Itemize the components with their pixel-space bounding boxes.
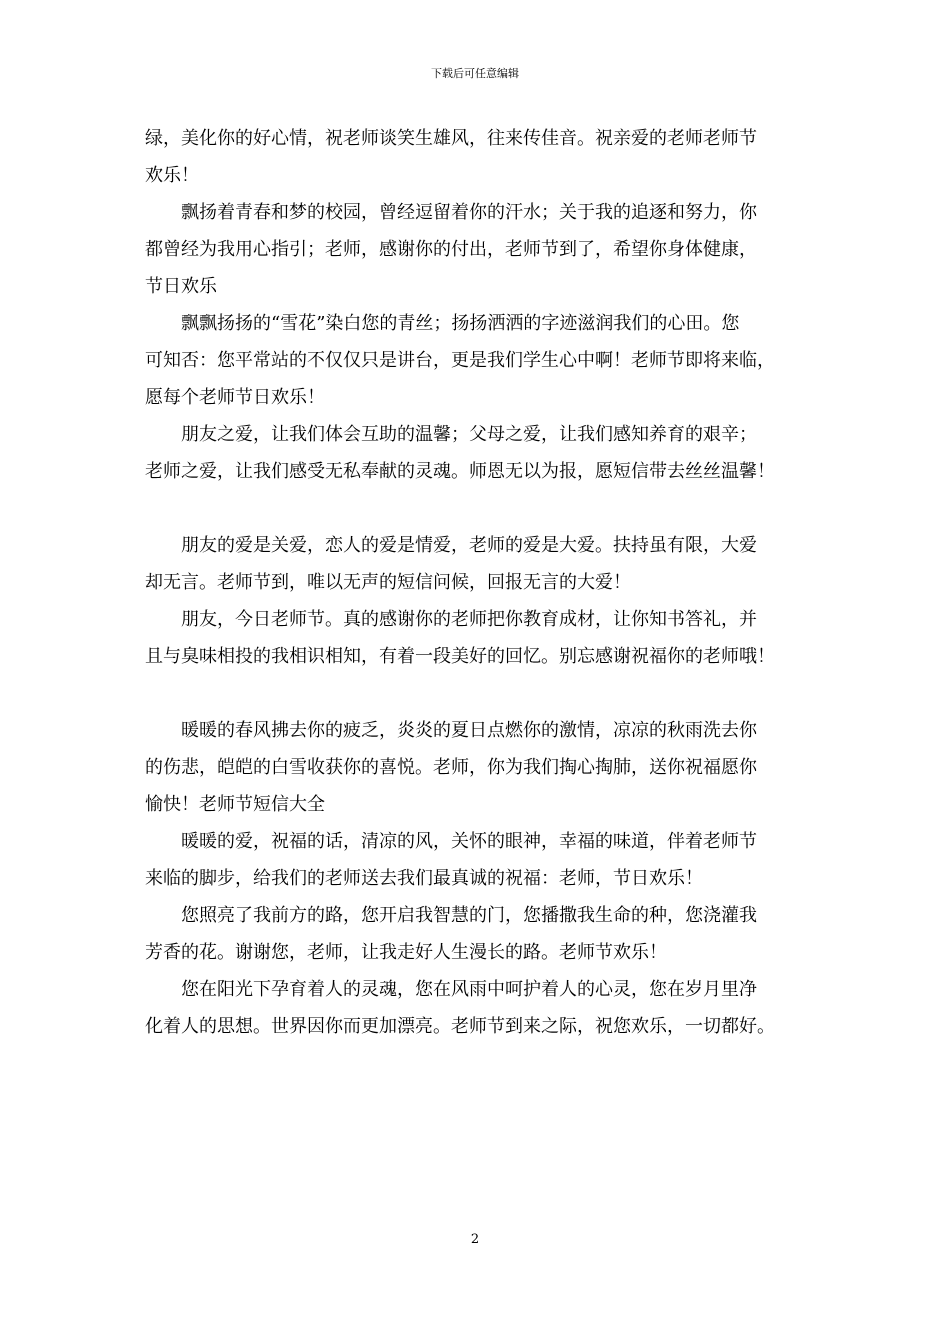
text-line: 欢乐！	[145, 165, 199, 186]
text-line: 飘飘扬扬的“雪花”染白您的青丝；扬扬洒洒的字迹滋润我们的心田。您	[181, 313, 740, 334]
paragraph	[145, 601, 825, 675]
paragraph	[145, 712, 825, 823]
paragraph	[145, 194, 825, 305]
text-line: 节日欢乐	[145, 276, 217, 297]
text-line: 芳香的花。谢谢您，老师，让我走好人生漫长的路。老师节欢乐！	[145, 942, 667, 963]
paragraph	[145, 120, 825, 194]
text-line: 朋友的爱是关爱，恋人的爱是情爱，老师的爱是大爱。扶持虽有限，大爱	[181, 535, 757, 556]
text-line: 却无言。老师节到，唯以无声的短信问候，回报无言的大爱！	[145, 572, 631, 593]
text-line: 暖暖的春风拂去你的疲乏，炎炎的夏日点燃你的激情，凉凉的秋雨洗去你	[181, 720, 757, 741]
blank-line	[145, 490, 825, 527]
paragraph	[145, 897, 825, 971]
text-line: 来临的脚步，给我们的老师送去我们最真诚的祝福：老师，节日欢乐！	[145, 868, 703, 889]
header-note: 下载后可任意编辑	[431, 67, 519, 80]
paragraph	[145, 416, 825, 490]
text-line: 您照亮了我前方的路，您开启我智慧的门，您播撒我生命的种，您浇灌我	[181, 905, 757, 926]
text-line: 愿每个老师节日欢乐！	[145, 387, 325, 408]
text-line: 且与臭味相投的我相识相知，有着一段美好的回忆。别忘感谢祝福你的老师哦！	[145, 646, 775, 667]
text-line: 可知否：您平常站的不仅仅只是讲台，更是我们学生心中啊！老师节即将来临，	[145, 350, 775, 371]
page-number: 2	[470, 1232, 480, 1247]
text-line: 您在阳光下孕育着人的灵魂，您在风雨中呵护着人的心灵，您在岁月里净	[181, 979, 757, 1000]
text-line: 朋友，今日老师节。真的感谢你的老师把你教育成材，让你知书答礼，并	[181, 609, 757, 630]
text-line: 飘扬着青春和梦的校园，曾经逗留着你的汗水；关于我的追逐和努力，你	[181, 202, 757, 223]
text-line: 的伤悲，皑皑的白雪收获你的喜悦。老师，你为我们掏心掏肺，送你祝福愿你	[145, 757, 757, 778]
paragraph	[145, 823, 825, 897]
text-line: 绿，美化你的好心情，祝老师谈笑生雄风，往来传佳音。祝亲爱的老师老师节	[145, 128, 757, 149]
document-body	[145, 120, 825, 1045]
text-line: 暖暖的爱，祝福的话，清凉的风，关怀的眼神，幸福的味道，伴着老师节	[181, 831, 757, 852]
paragraph	[145, 305, 825, 416]
paragraph	[145, 971, 825, 1045]
text-line: 化着人的思想。世界因你而更加漂亮。老师节到来之际，祝您欢乐，一切都好。	[145, 1016, 775, 1037]
blank-line	[145, 675, 825, 712]
paragraph	[145, 527, 825, 601]
text-line: 都曾经为我用心指引；老师，感谢你的付出，老师节到了，希望你身体健康，	[145, 239, 757, 260]
text-line: 朋友之爱，让我们体会互助的温馨；父母之爱，让我们感知养育的艰辛；	[181, 424, 757, 445]
text-line: 老师之爱，让我们感受无私奉献的灵魂。师恩无以为报，愿短信带去丝丝温馨！	[145, 461, 775, 482]
text-line: 愉快！老师节短信大全	[145, 794, 325, 815]
